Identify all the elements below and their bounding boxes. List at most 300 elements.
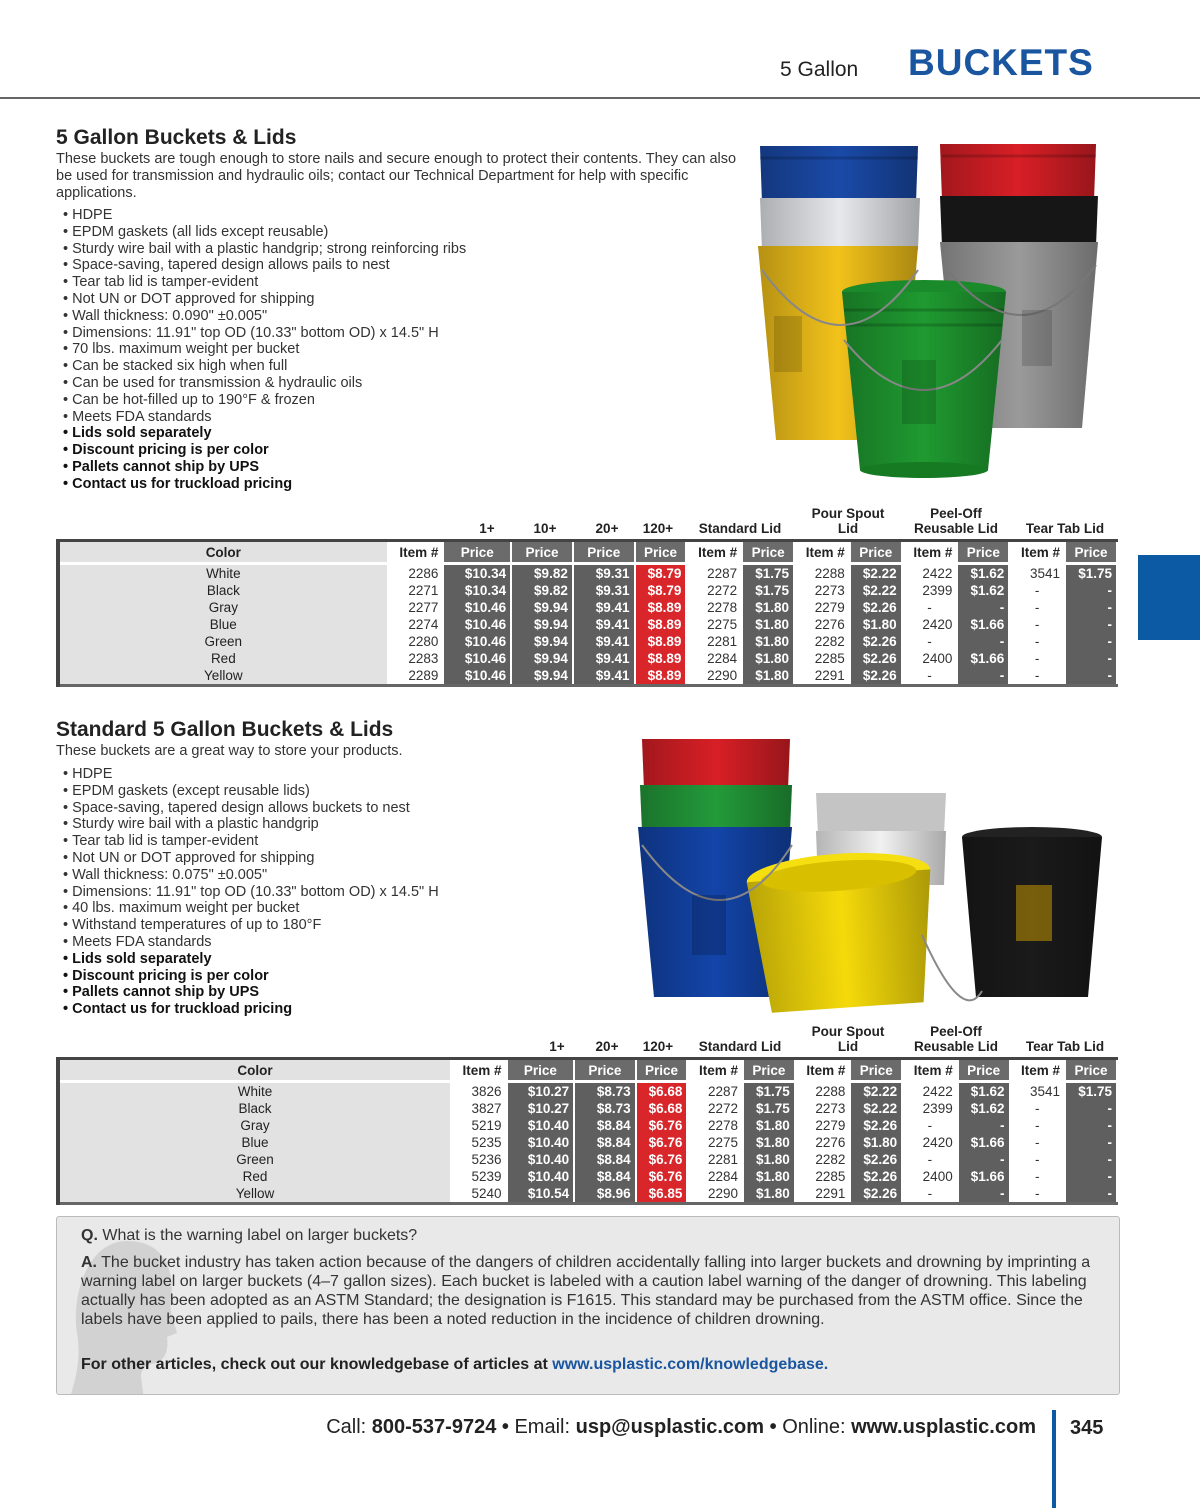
cell-price: $1.80	[850, 1134, 902, 1151]
cell-price: -	[1065, 582, 1117, 599]
cell-price: $9.94	[511, 616, 573, 633]
page-number: 345	[1070, 1417, 1104, 1439]
cell-price: -	[1065, 1134, 1117, 1151]
table-row	[58, 633, 1117, 650]
cell-price: $8.89	[635, 667, 687, 686]
cell-price: $1.62	[958, 1100, 1010, 1117]
cell-item-number: 2285	[795, 1168, 851, 1185]
cell-price: $1.80	[742, 650, 794, 667]
knowledgebase-link[interactable]: www.usplastic.com/knowledgebase.	[552, 1356, 829, 1373]
cell-price: $9.94	[511, 599, 573, 616]
cell-price: $8.96	[574, 1185, 636, 1204]
s1-group-peel-off-line1: Peel-Off	[930, 506, 982, 521]
cell-color: Yellow	[58, 667, 388, 686]
cell-price: $9.41	[573, 599, 635, 616]
table-row	[58, 1134, 1117, 1151]
s2-group-20plus: 20+	[595, 1039, 619, 1054]
cell-price: $1.80	[742, 616, 794, 633]
bullet-item: • Wall thickness: 0.075" ±0.005"	[63, 867, 439, 884]
cell-price: -	[1065, 1151, 1117, 1168]
cell-price: $6.76	[636, 1151, 688, 1168]
cell-color: Black	[58, 582, 388, 599]
cell-price: -	[957, 599, 1009, 616]
cell-item-number: 2400	[902, 1168, 958, 1185]
cell-price: $8.89	[635, 599, 687, 616]
header-price: Price	[573, 541, 635, 564]
cell-price: $10.46	[443, 616, 511, 633]
s1-group-1plus: 1+	[479, 521, 495, 536]
cell-item-number: -	[1010, 1117, 1066, 1134]
bullet-item: • Withstand temperatures of up to 180°F	[63, 917, 439, 934]
cell-price: $10.34	[443, 564, 511, 583]
cell-item-number: -	[1009, 650, 1065, 667]
bullet-item: • HDPE	[63, 207, 466, 224]
header-item-number: Item #	[795, 1059, 851, 1082]
bullet-item: • 70 lbs. maximum weight per bucket	[63, 341, 466, 358]
cell-item-number: 2287	[686, 564, 742, 583]
cell-item-number: 2291	[795, 1185, 851, 1204]
bullet-item: • Space-saving, tapered design allows buckets to nest	[63, 800, 439, 817]
s1-group-pour-spout-lid	[796, 506, 900, 536]
s2-group-tear-tab-lid: Tear Tab Lid	[1025, 1039, 1105, 1054]
table-row	[58, 1082, 1117, 1101]
cell-color: Black	[58, 1100, 451, 1117]
cell-price: -	[1065, 1168, 1117, 1185]
s1-group-pour-spout-line1: Pour Spout	[811, 506, 885, 521]
qa-question	[81, 1227, 417, 1245]
cell-price: $8.84	[574, 1151, 636, 1168]
cell-price: $8.89	[635, 633, 687, 650]
bullet-item: • Dimensions: 11.91" top OD (10.33" bottom OD) x 14.5" H	[63, 884, 439, 901]
header-price: Price	[958, 1059, 1010, 1082]
cell-item-number: 2284	[687, 1168, 743, 1185]
cell-item-number: 2400	[902, 650, 958, 667]
cell-item-number: -	[1010, 1151, 1066, 1168]
cell-item-number: -	[1010, 1134, 1066, 1151]
cell-price: $2.26	[850, 633, 902, 650]
qa-note-text: For other articles, check out our knowledgebase of articles at	[81, 1356, 548, 1373]
cell-item-number: 2422	[902, 564, 958, 583]
buckets-photo-1	[752, 140, 1124, 485]
cell-price: $2.26	[850, 667, 902, 686]
cell-price: $9.41	[573, 667, 635, 686]
header-color: Color	[58, 541, 388, 564]
table-row	[58, 667, 1117, 686]
cell-price: $6.68	[636, 1082, 688, 1101]
footer-email-label: Email:	[514, 1416, 571, 1438]
cell-item-number: -	[902, 667, 958, 686]
cell-item-number: 2281	[687, 1151, 743, 1168]
cell-item-number: 2288	[794, 564, 850, 583]
bold-bullet-item: • Contact us for truckload pricing	[63, 476, 466, 493]
cell-price: $1.80	[742, 599, 794, 616]
cell-price: $1.66	[957, 616, 1009, 633]
cell-item-number: 2275	[687, 1134, 743, 1151]
s2-group-pour-spout-line2: Lid	[837, 1039, 859, 1054]
footer-divider	[1052, 1410, 1056, 1508]
cell-price: $1.62	[957, 564, 1009, 583]
cell-color: Red	[58, 650, 388, 667]
header-item-number: Item #	[687, 1059, 743, 1082]
bold-bullet-item: • Pallets cannot ship by UPS	[63, 984, 439, 1001]
header-price: Price	[1065, 1059, 1117, 1082]
table-row	[58, 1151, 1117, 1168]
cell-color: Green	[58, 1151, 451, 1168]
cell-price: $9.94	[511, 633, 573, 650]
cell-price: $10.40	[507, 1117, 575, 1134]
table-row	[58, 599, 1117, 616]
header-price: Price	[574, 1059, 636, 1082]
cell-price: $1.80	[743, 1117, 795, 1134]
cell-price: $2.22	[850, 1082, 902, 1101]
cell-price: $8.79	[635, 582, 687, 599]
s2-group-peel-off-lid	[904, 1024, 1008, 1054]
header-color: Color	[58, 1059, 451, 1082]
s1-group-peel-off-lid	[904, 506, 1008, 536]
cell-color: Blue	[58, 616, 388, 633]
cell-item-number: 5219	[451, 1117, 507, 1134]
header-item-number: Item #	[686, 541, 742, 564]
cell-item-number: 2288	[795, 1082, 851, 1101]
cell-price: $1.75	[742, 582, 794, 599]
cell-color: Gray	[58, 1117, 451, 1134]
cell-item-number: -	[902, 1185, 958, 1204]
cell-price: $1.80	[743, 1168, 795, 1185]
cell-item-number: -	[1010, 1168, 1066, 1185]
cell-price: $1.75	[1065, 564, 1117, 583]
cell-item-number: 2273	[794, 582, 850, 599]
s1-group-120plus: 120+	[642, 521, 674, 536]
footer-sep-2: •	[769, 1416, 777, 1438]
s2-group-1plus: 1+	[549, 1039, 565, 1054]
cell-price: $10.40	[507, 1151, 575, 1168]
cell-price: $9.41	[573, 633, 635, 650]
cell-price: $1.80	[742, 633, 794, 650]
cell-color: White	[58, 1082, 451, 1101]
cell-price: $2.22	[850, 582, 902, 599]
footer-email[interactable]: usp@usplastic.com	[575, 1416, 765, 1438]
section1-title: 5 Gallon Buckets & Lids	[56, 126, 297, 149]
bullet-item: • Sturdy wire bail with a plastic handgrip	[63, 816, 439, 833]
cell-price: $10.46	[443, 599, 511, 616]
table-row	[58, 1100, 1117, 1117]
cell-item-number: -	[1010, 1100, 1066, 1117]
cell-price: -	[958, 1117, 1010, 1134]
bold-bullet-item: • Lids sold separately	[63, 425, 466, 442]
cell-price: $2.22	[850, 564, 902, 583]
cell-price: $8.84	[574, 1168, 636, 1185]
bullet-item: • Space-saving, tapered design allows pails to nest	[63, 257, 466, 274]
cell-item-number: 5239	[451, 1168, 507, 1185]
table-row	[58, 1185, 1117, 1204]
cell-price: $8.89	[635, 616, 687, 633]
cell-item-number: 2287	[687, 1082, 743, 1101]
qa-question-text: What is the warning label on larger buckets?	[102, 1227, 418, 1244]
bullet-item: • Can be used for transmission & hydraulic oils	[63, 375, 466, 392]
header-item-number: Item #	[794, 541, 850, 564]
cell-item-number: -	[1009, 582, 1065, 599]
s2-group-120plus: 120+	[642, 1039, 674, 1054]
footer-call-label: Call:	[326, 1416, 367, 1438]
section1-price-table	[56, 539, 1118, 687]
cell-item-number: 2278	[687, 1117, 743, 1134]
cell-item-number: 2272	[686, 582, 742, 599]
cell-item-number: 2399	[902, 582, 958, 599]
qa-answer	[81, 1253, 1101, 1329]
bullet-item: • EPDM gaskets (except reusable lids)	[63, 783, 439, 800]
s2-group-standard-lid: Standard Lid	[698, 1039, 782, 1054]
cell-item-number: 2289	[388, 667, 444, 686]
cell-item-number: 2422	[902, 1082, 958, 1101]
cell-item-number: 2284	[686, 650, 742, 667]
cell-item-number: 2275	[686, 616, 742, 633]
s1-group-10plus: 10+	[533, 521, 557, 536]
cell-price: $9.82	[511, 582, 573, 599]
bullet-item: • Not UN or DOT approved for shipping	[63, 291, 466, 308]
cell-item-number: 2277	[388, 599, 444, 616]
cell-price: $2.26	[850, 599, 902, 616]
cell-item-number: 2291	[794, 667, 850, 686]
footer-contact	[326, 1416, 1036, 1439]
cell-item-number: 2283	[388, 650, 444, 667]
cell-price: $9.41	[573, 616, 635, 633]
cell-color: Gray	[58, 599, 388, 616]
cell-item-number: 2420	[902, 616, 958, 633]
cell-price: $1.75	[1065, 1082, 1117, 1101]
s2-group-peel-off-line1: Peel-Off	[930, 1024, 982, 1039]
footer-website[interactable]: www.usplastic.com	[851, 1416, 1036, 1438]
section2-price-table	[56, 1057, 1118, 1205]
cell-item-number: -	[1009, 633, 1065, 650]
header-item-number: Item #	[1009, 541, 1065, 564]
header-price: Price	[957, 541, 1009, 564]
cell-price: $1.80	[743, 1185, 795, 1204]
cell-item-number: 2273	[795, 1100, 851, 1117]
cell-price: $10.27	[507, 1100, 575, 1117]
section1-bullets	[63, 207, 466, 493]
cell-price: $2.26	[850, 1185, 902, 1204]
bullet-item: • Not UN or DOT approved for shipping	[63, 850, 439, 867]
s1-group-peel-off-line2: Reusable Lid	[913, 521, 999, 536]
cell-item-number: -	[902, 1117, 958, 1134]
cell-item-number: 3827	[451, 1100, 507, 1117]
cell-price: $1.75	[743, 1100, 795, 1117]
buckets-photo-2	[632, 735, 1108, 1015]
cell-price: $6.76	[636, 1117, 688, 1134]
cell-price: $2.26	[850, 650, 902, 667]
cell-price: $9.94	[511, 650, 573, 667]
s1-group-20plus: 20+	[595, 521, 619, 536]
cell-price: $8.73	[574, 1100, 636, 1117]
cell-price: -	[958, 1185, 1010, 1204]
cell-item-number: 5236	[451, 1151, 507, 1168]
cell-price: $1.75	[743, 1082, 795, 1101]
s1-group-pour-spout-line2: Lid	[837, 521, 859, 536]
s2-group-pour-spout-lid	[796, 1024, 900, 1054]
header-divider	[0, 97, 1200, 99]
bullet-item: • Can be hot-filled up to 190°F & frozen	[63, 392, 466, 409]
section-subtitle: 5 Gallon	[780, 58, 859, 81]
header-price: Price	[850, 541, 902, 564]
cell-item-number: -	[1009, 616, 1065, 633]
header-price: Price	[743, 1059, 795, 1082]
s2-group-peel-off-line2: Reusable Lid	[913, 1039, 999, 1054]
bullet-item: • 40 lbs. maximum weight per bucket	[63, 900, 439, 917]
cell-price: $8.73	[574, 1082, 636, 1101]
cell-item-number: 2279	[795, 1117, 851, 1134]
qa-answer-text: The bucket industry has taken action because of the dangers of children accidentally falling into larger buckets and drowning by imprinting a warning label on larger buckets (4–7 gallon sizes). Each bucket is labeled with a caution label warning of the danger of drowning. This labeling actually has been adopted as an ASTM Standard; the designation is F1615. This standard may be purchased from the ASTM office. Since the labels have been applied to pails, there has been a noted reduction in the incidence of children drowning.	[81, 1254, 1091, 1328]
cell-price: $9.31	[573, 564, 635, 583]
cell-price: $10.46	[443, 633, 511, 650]
cell-item-number: 2276	[794, 616, 850, 633]
cell-price: $1.66	[958, 1168, 1010, 1185]
cell-price: $1.62	[958, 1082, 1010, 1101]
cell-item-number: -	[902, 633, 958, 650]
cell-item-number: 2281	[686, 633, 742, 650]
cell-item-number: 2278	[686, 599, 742, 616]
section2-description: These buckets are a great way to store your products.	[56, 743, 403, 759]
header-price: Price	[1065, 541, 1117, 564]
cell-price: $1.80	[743, 1134, 795, 1151]
table-row	[58, 650, 1117, 667]
header-item-number: Item #	[902, 541, 958, 564]
cell-item-number: -	[1009, 599, 1065, 616]
cell-price: $1.75	[742, 564, 794, 583]
header-item-number: Item #	[1010, 1059, 1066, 1082]
cell-price: -	[1065, 1100, 1117, 1117]
bullet-item: • Meets FDA standards	[63, 409, 466, 426]
cell-price: $9.31	[573, 582, 635, 599]
header-price: Price	[850, 1059, 902, 1082]
cell-price: -	[1065, 1117, 1117, 1134]
cell-price: $9.94	[511, 667, 573, 686]
header-price: Price	[636, 1059, 688, 1082]
cell-price: $8.89	[635, 650, 687, 667]
cell-price: $6.85	[636, 1185, 688, 1204]
side-tab	[1138, 555, 1200, 640]
cell-item-number: 2272	[687, 1100, 743, 1117]
cell-item-number: 2274	[388, 616, 444, 633]
cell-price: -	[1065, 616, 1117, 633]
bold-bullet-item: • Lids sold separately	[63, 951, 439, 968]
qa-q-label: Q.	[81, 1227, 98, 1244]
bullet-item: • Wall thickness: 0.090" ±0.005"	[63, 308, 466, 325]
header-item-number: Item #	[388, 541, 444, 564]
cell-price: -	[1065, 667, 1117, 686]
bullet-item: • Tear tab lid is tamper-evident	[63, 833, 439, 850]
cell-item-number: 5235	[451, 1134, 507, 1151]
cell-item-number: 2290	[686, 667, 742, 686]
header-price: Price	[511, 541, 573, 564]
cell-price: $2.26	[850, 1168, 902, 1185]
cell-item-number: 2285	[794, 650, 850, 667]
section2-title: Standard 5 Gallon Buckets & Lids	[56, 718, 394, 741]
cell-item-number: 3541	[1010, 1082, 1066, 1101]
cell-price: $9.82	[511, 564, 573, 583]
cell-item-number: -	[902, 1151, 958, 1168]
cell-price: $6.68	[636, 1100, 688, 1117]
bold-bullet-item: • Discount pricing is per color	[63, 442, 466, 459]
cell-price: $1.66	[958, 1134, 1010, 1151]
cell-price: $8.84	[574, 1117, 636, 1134]
bold-bullet-item: • Contact us for truckload pricing	[63, 1001, 439, 1018]
cell-item-number: 3826	[451, 1082, 507, 1101]
cell-price: $2.22	[850, 1100, 902, 1117]
cell-price: -	[958, 1151, 1010, 1168]
header-item-number: Item #	[902, 1059, 958, 1082]
footer-phone[interactable]: 800-537-9724	[371, 1416, 497, 1438]
cell-item-number: 2399	[902, 1100, 958, 1117]
s1-group-standard-lid: Standard Lid	[698, 521, 782, 536]
qa-a-label: A.	[81, 1254, 97, 1271]
s2-group-pour-spout-line1: Pour Spout	[811, 1024, 885, 1039]
cell-price: $1.80	[742, 667, 794, 686]
table-row	[58, 1168, 1117, 1185]
bold-bullet-item: • Pallets cannot ship by UPS	[63, 459, 466, 476]
cell-price: $8.79	[635, 564, 687, 583]
cell-item-number: 2279	[794, 599, 850, 616]
bold-bullet-item: • Discount pricing is per color	[63, 968, 439, 985]
header-price: Price	[635, 541, 687, 564]
cell-item-number: 2282	[795, 1151, 851, 1168]
table-row	[58, 564, 1117, 583]
cell-price: $10.34	[443, 582, 511, 599]
s1-group-tear-tab-lid: Tear Tab Lid	[1025, 521, 1105, 536]
cell-item-number: 3541	[1009, 564, 1065, 583]
cell-price: $10.54	[507, 1185, 575, 1204]
cell-price: -	[957, 633, 1009, 650]
header-item-number: Item #	[451, 1059, 507, 1082]
bullet-item: • Dimensions: 11.91" top OD (10.33" bottom OD) x 14.5" H	[63, 325, 466, 342]
bullet-item: • HDPE	[63, 766, 439, 783]
cell-item-number: 2282	[794, 633, 850, 650]
cell-item-number: -	[1010, 1185, 1066, 1204]
cell-price: $2.26	[850, 1117, 902, 1134]
cell-price: -	[1065, 650, 1117, 667]
table-row	[58, 616, 1117, 633]
cell-item-number: 2280	[388, 633, 444, 650]
section2-bullets	[63, 766, 439, 1018]
cell-price: -	[1065, 599, 1117, 616]
cell-price: $6.76	[636, 1134, 688, 1151]
cell-price: $10.40	[507, 1134, 575, 1151]
header-price: Price	[443, 541, 511, 564]
cell-item-number: -	[1009, 667, 1065, 686]
cell-item-number: 5240	[451, 1185, 507, 1204]
cell-item-number: 2276	[795, 1134, 851, 1151]
cell-price: $1.80	[850, 616, 902, 633]
qa-box	[56, 1216, 1120, 1395]
cell-color: Red	[58, 1168, 451, 1185]
cell-item-number: -	[902, 599, 958, 616]
footer-sep-1: •	[501, 1416, 509, 1438]
bullet-item: • Sturdy wire bail with a plastic handgrip; strong reinforcing ribs	[63, 241, 466, 258]
cell-price: $10.27	[507, 1082, 575, 1101]
cell-color: Blue	[58, 1134, 451, 1151]
cell-price: -	[1065, 1185, 1117, 1204]
cell-item-number: 2286	[388, 564, 444, 583]
cell-price: -	[1065, 633, 1117, 650]
table-row	[58, 582, 1117, 599]
cell-price: -	[957, 667, 1009, 686]
bullet-item: • Can be stacked six high when full	[63, 358, 466, 375]
cell-color: Yellow	[58, 1185, 451, 1204]
footer-online-label: Online:	[782, 1416, 846, 1438]
cell-price: $8.84	[574, 1134, 636, 1151]
cell-price: $10.46	[443, 650, 511, 667]
cell-price: $1.80	[743, 1151, 795, 1168]
cell-price: $2.26	[850, 1151, 902, 1168]
